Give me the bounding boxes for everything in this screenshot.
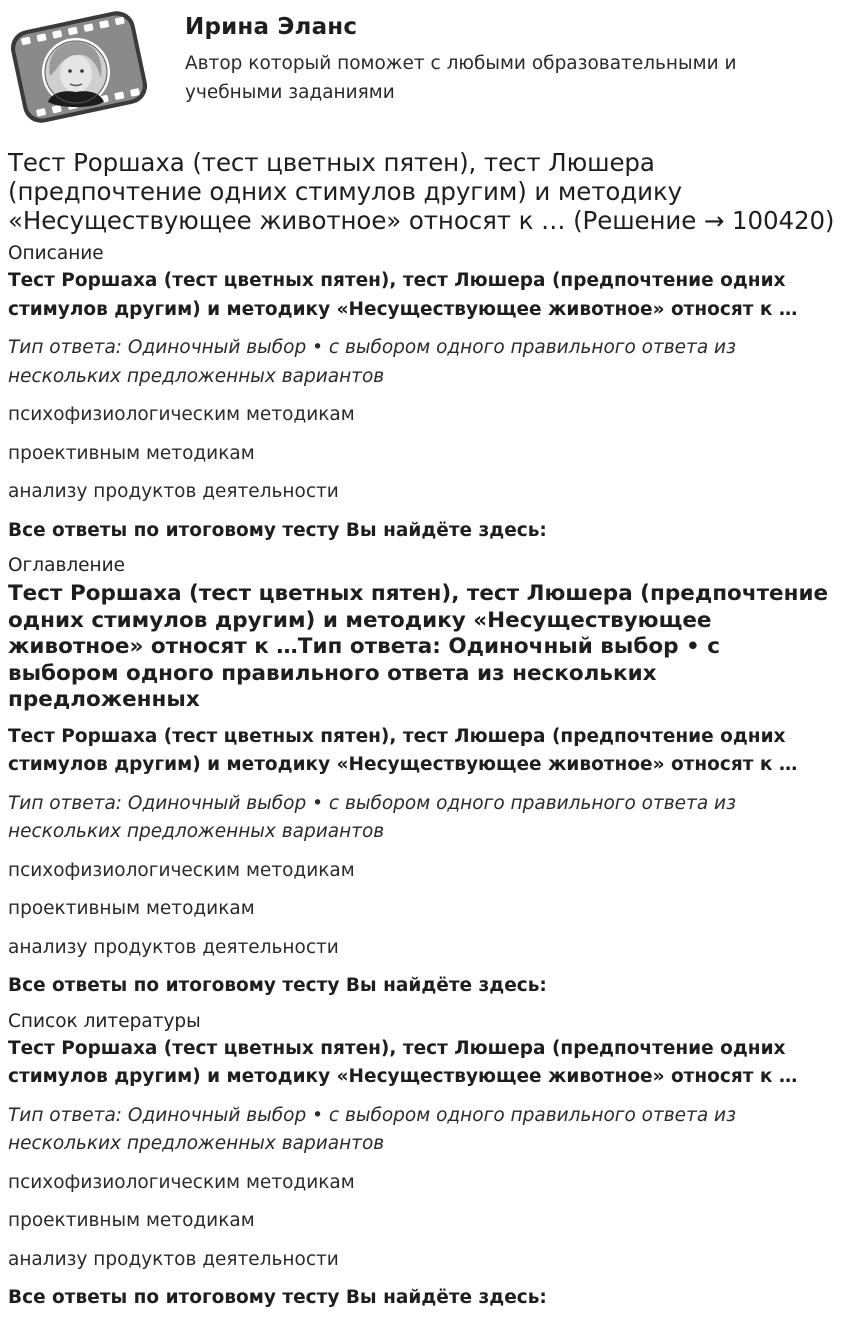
section-description — [8, 241, 838, 545]
author-name[interactable]: Ирина Эланс — [185, 14, 358, 40]
question-text: Тест Роршаха (тест цветных пятен), тест Люшера (предпочтение одних стимулов другим) и методику «Несуществующее животное» относят к … — [8, 1037, 798, 1087]
answer-option: анализу продуктов деятельности — [8, 1248, 339, 1270]
answer-option: психофизиологическим методикам — [8, 859, 355, 881]
section-label: Список литературы — [8, 1010, 201, 1032]
answer-option: анализу продуктов деятельности — [8, 481, 339, 502]
answer-type: Тип ответа: Одиночный выбор • с выбором одного правильного ответа из нескольких предложенных вариантов — [8, 337, 736, 387]
answer-option: проективным методикам — [8, 442, 255, 464]
section-label: Описание — [8, 243, 104, 264]
author-description: Автор который поможет с любыми образовательными и учебными заданиями — [185, 53, 737, 103]
all-answers-text: Все ответы по итоговому тесту Вы найдёте здесь: — [8, 519, 547, 541]
answer-option: психофизиологическим методикам — [8, 1171, 355, 1193]
question-text: Тест Роршаха (тест цветных пятен), тест Люшера (предпочтение одних стимулов другим) и методику «Несуществующее животное» относят к … — [8, 725, 798, 775]
question-text: Тест Роршаха (тест цветных пятен), тест Люшера (предпочтение одних стимулов другим) и методику «Несуществующее животное» относят к … — [8, 270, 798, 320]
section-bibliography — [8, 1009, 838, 1313]
all-answers-text: Все ответы по итоговому тесту Вы найдёте здесь: — [8, 975, 547, 996]
answer-option: анализу продуктов деятельности — [8, 936, 339, 958]
film-frame-avatar-icon — [6, 6, 152, 128]
section-table-of-contents — [8, 553, 838, 1001]
answer-option: проективным методикам — [8, 898, 255, 919]
main-content — [8, 148, 838, 1321]
answer-type: Тип ответа: Одиночный выбор • с выбором одного правильного ответа из нескольких предложенных вариантов — [8, 1104, 736, 1154]
answer-option: психофизиологическим методикам — [8, 404, 355, 425]
avatar[interactable] — [6, 6, 152, 128]
section-label: Оглавление — [8, 555, 126, 576]
answer-option: проективным методикам — [8, 1210, 255, 1231]
toc-heading: Тест Роршаха (тест цветных пятен), тест Люшера (предпочтение одних стимулов другим) и методику «Несуществующее животное» относят к …Тип ответа: Одиночный выбор • с выбором одного правильного ответа из нескольких предложенных — [8, 581, 829, 712]
page-title: Тест Роршаха (тест цветных пятен), тест Люшера (предпочтение одних стимулов другим) и методику «Несуществующее животное» относят к … (Решение → 100420) — [8, 148, 835, 235]
all-answers-text: Все ответы по итоговому тесту Вы найдёте здесь: — [8, 1287, 547, 1308]
answer-type: Тип ответа: Одиночный выбор • с выбором одного правильного ответа из нескольких предложенных вариантов — [8, 792, 736, 842]
author-header — [0, 0, 847, 140]
